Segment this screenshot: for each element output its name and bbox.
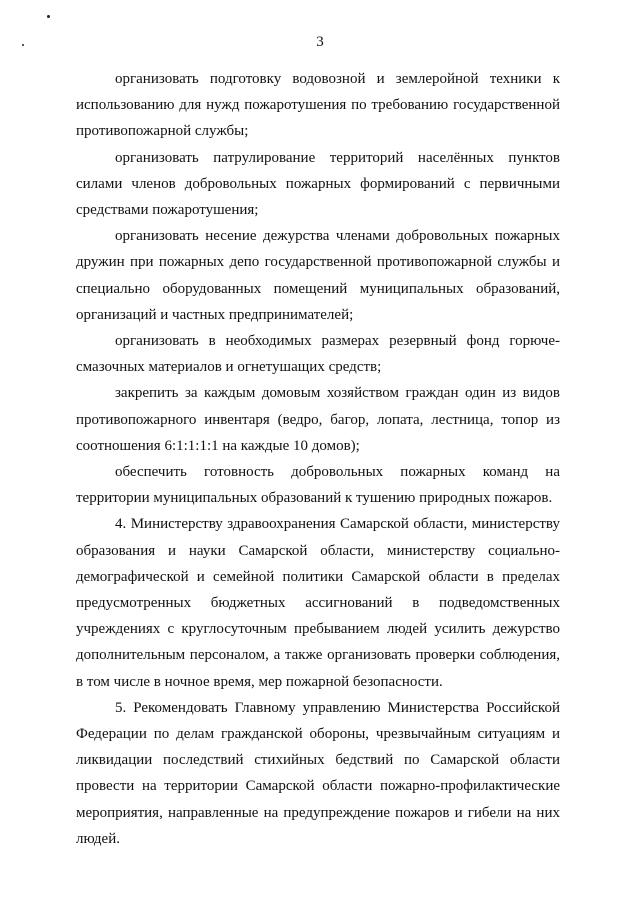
document-body <box>76 66 560 852</box>
paragraph-item-4: 4. Министерству здравоохранения Самарской области, министерству образования и науки Самарской области, министерству социально-демографической и семейной политики Самарской области в пределах предусмотренных бюджетных ассигнований в подведомственных учреждениях с круглосуточным пребыванием людей усилить дежурство дополнительным персоналом, а также организовать проверки соблюдения, в том числе в ночное время, мер пожарной безопасности. <box>76 516 560 690</box>
page-number: 3 <box>316 34 324 50</box>
paragraph-patrol: организовать патрулирование территорий населённых пунктов силами членов добровольных пожарных формирований с первичными средствами пожаротушения; <box>76 149 560 219</box>
paragraph-duty: организовать несение дежурства членами добровольных пожарных дружин при пожарных депо государственной противопожарной службы и специально оборудованных помещений муниципальных образований, организаций и частных предпринимателей; <box>76 228 560 323</box>
paragraph-item-5: 5. Рекомендовать Главному управлению Министерства Российской Федерации по делам гражданской обороны, чрезвычайным ситуациям и ликвидации последствий стихийных бедствий по Самарской области провести на территории Самарской области пожарно-профилактические мероприятия, направленные на предупреждение пожаров и гибели на них людей. <box>76 699 560 847</box>
paragraph-readiness: обеспечить готовность добровольных пожарных команд на территории муниципальных образований к тушению природных пожаров. <box>76 464 560 507</box>
paragraph-reserve-fund: организовать в необходимых размерах резервный фонд горюче-смазочных материалов и огнетушащих средств; <box>76 333 560 376</box>
paragraph-water-equipment: организовать подготовку водовозной и землеройной техники к использованию для нужд пожаротушения по требованию государственной противопожарной службы; <box>76 71 560 140</box>
paragraph-inventory: закрепить за каждым домовым хозяйством граждан один из видов противопожарного инвентаря (ведро, багор, лопата, лестница, топор из соотношения 6:1:1:1:1 на каждые 10 домов); <box>76 385 560 454</box>
scan-speck <box>47 15 50 18</box>
